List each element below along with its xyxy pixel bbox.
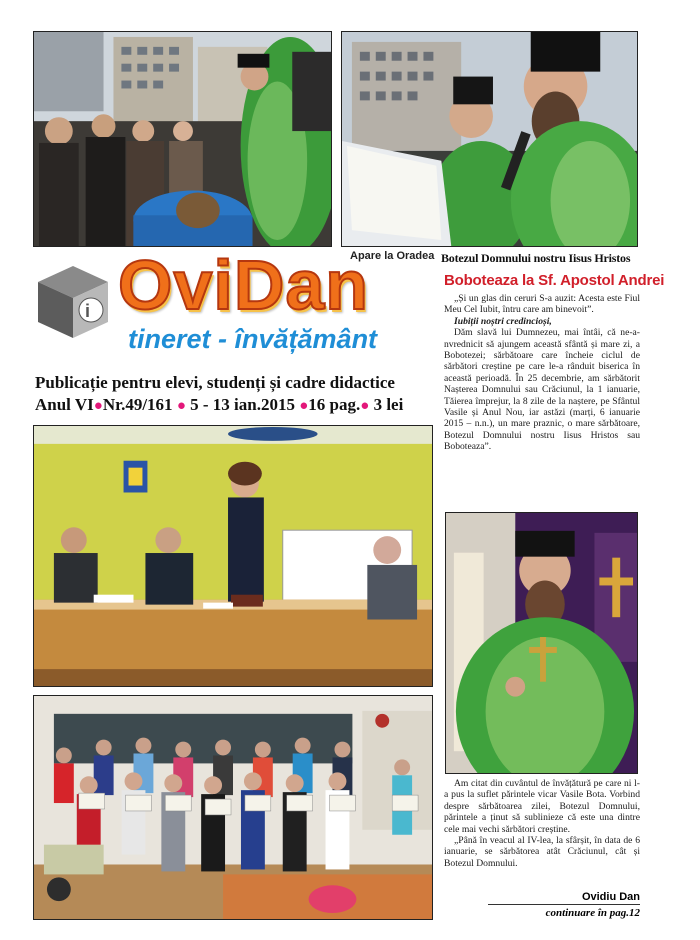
logo-tagline: tineret - învățământ	[128, 324, 378, 354]
issue-pages: 16 pag.	[308, 395, 361, 414]
logo-wordmark: OviDan	[118, 246, 370, 324]
article-paragraph: Am citat din cuvântul de învățătură pe care ni l-a pus la suflet părintele vicar Vasile Bota. Vorbind despre sărbătoarea zilei, Botezul Domnului, părintele a ținut să sublinieze că este una dintre cele mai vechi sărbători creștine.	[444, 778, 640, 835]
article-paragraph: Dăm slavă lui Dumnezeu, mai întâi, că ne-a-nvrednicit să ajungem această sfântă și mare zi, a Bobotezei; sărbătoare care încheie ciclul de sărbători creștine pe care le-a rânduit biserica în această perioadă. În 25 decembrie, am sărbătorit Nașterea Domnului sau Crăciunul, la 1 ianuarie, Tăierea împrejur, la 8 zile de la naștere, pe Sfântul Vasile și Anul Nou, iar astăzi (marți, 6 ianuarie 2015 – n.n.), un mare praznic, o mare sărbătoare, Botezul Domnului nostru Iisus Hristos sau Boboteaza”.	[444, 327, 640, 453]
bullet-icon: ●	[299, 398, 309, 414]
article-paragraph: „Și un glas din ceruri S-a auzit: Acesta este Fiul Meu Cel Iubit, întru care am binevoit”.	[444, 293, 640, 316]
article-paragraph: „Până în veacul al IV-lea, la sfârșit, în data de 6 ianuarie, se sărbătorea atât Crăciunul, cât și Botezul Domnului.	[444, 835, 640, 869]
article-author: Ovidiu Dan	[581, 891, 640, 903]
bullet-icon: ●	[176, 398, 186, 414]
divider	[488, 904, 640, 905]
issue-info	[35, 395, 403, 415]
bullet-icon: ●	[360, 398, 370, 414]
priest-with-cross-photo	[445, 512, 638, 774]
article-title: Boboteaza la Sf. Apostol Andrei	[444, 272, 665, 289]
article-caption: Botezul Domnului nostru Iisus Hristos	[441, 251, 631, 265]
article-salutation: Iubiții noștri credincioși,	[454, 315, 552, 327]
conference-table-photo	[33, 425, 433, 687]
logo-cube-icon	[34, 262, 112, 342]
outdoor-water-blessing-photo	[33, 31, 332, 247]
appare-label: Apare la Oradea	[350, 250, 435, 262]
students-with-diplomas-photo	[33, 695, 433, 920]
issue-year: Anul VI	[35, 395, 94, 414]
issue-dates: 5 - 13 ian.2015	[190, 395, 295, 414]
issue-price: 3 lei	[373, 395, 404, 414]
article-body	[444, 293, 640, 453]
article-body-continued	[444, 778, 640, 869]
issue-number: Nr.49/161	[102, 395, 173, 414]
priests-reading-photo	[341, 31, 638, 247]
bullet-icon: ●	[93, 398, 103, 414]
svg-text:i: i	[85, 301, 91, 321]
continue-link[interactable]: continuare în pag.12	[545, 907, 640, 919]
publication-line: Publicație pentru elevi, studenți și cadre didactice	[35, 373, 395, 392]
